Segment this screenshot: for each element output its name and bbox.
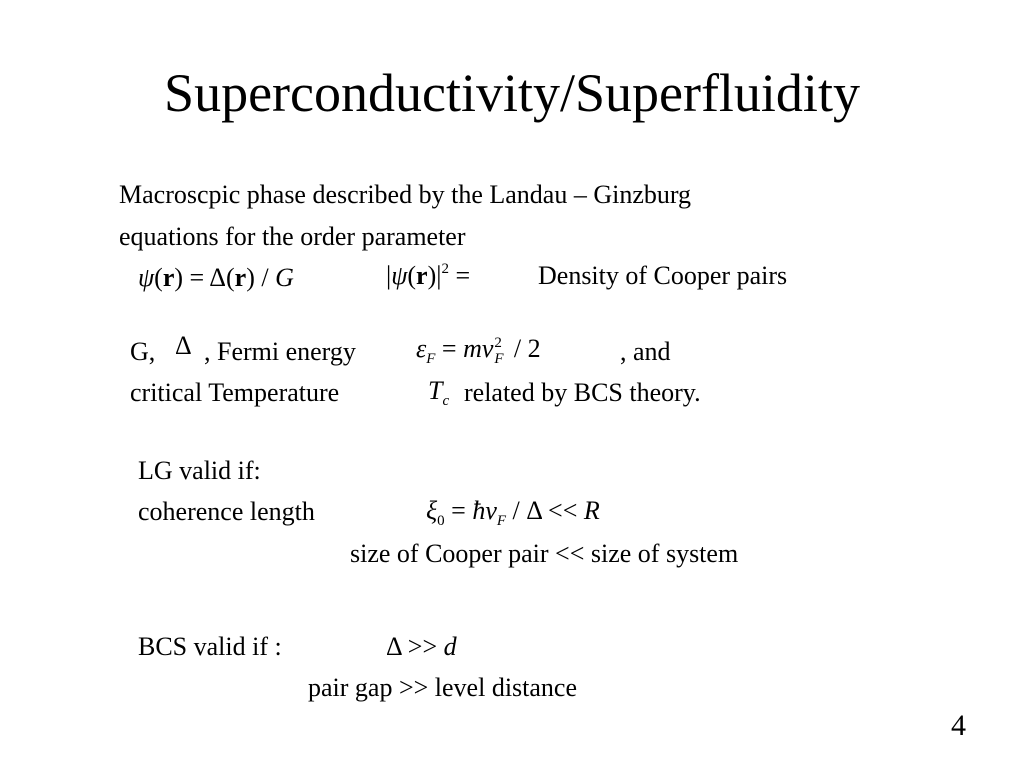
bcs-params-fermi-label: , Fermi energy [204, 337, 356, 366]
density-equation: $|\psi(r)|^2$ = [386, 261, 471, 290]
lg-valid-heading: LG valid if: [138, 456, 261, 485]
delta-symbol: Δ [175, 331, 192, 360]
bcs-valid-heading: BCS valid if : [138, 632, 282, 661]
density-label: Density of Cooper pairs [538, 261, 788, 290]
intro-line-1: Macroscpic phase described by the Landau – Ginzburg [119, 180, 692, 209]
bcs-gap-equation: Δ >> d [386, 632, 457, 661]
bcs-params-g: G, [130, 337, 156, 366]
bcs-params-and: , and [620, 337, 671, 366]
coherence-length-label: coherence length [138, 497, 315, 526]
critical-temperature-symbol: $T_c$ [428, 376, 450, 409]
bcs-params-critical-temp: critical Temperature [130, 378, 340, 407]
lg-condition: size of Cooper pair << size of system [350, 539, 739, 568]
fermi-energy-equation: $\varepsilon_F$ = mv 2 F / 2 [416, 334, 541, 368]
slide-title: Superconductivity/Superfluidity [164, 63, 860, 123]
order-parameter-equation: ψ(r) = Δ(r) / G [138, 263, 294, 292]
page-number: 4 [951, 709, 966, 742]
bcs-condition: pair gap >> level distance [308, 673, 578, 702]
intro-line-2: equations for the order parameter [119, 222, 466, 251]
bcs-params-related: related by BCS theory. [464, 378, 701, 407]
coherence-length-equation: $\xi_0$ = $ħv_F / \Delta << R$ [426, 496, 600, 529]
